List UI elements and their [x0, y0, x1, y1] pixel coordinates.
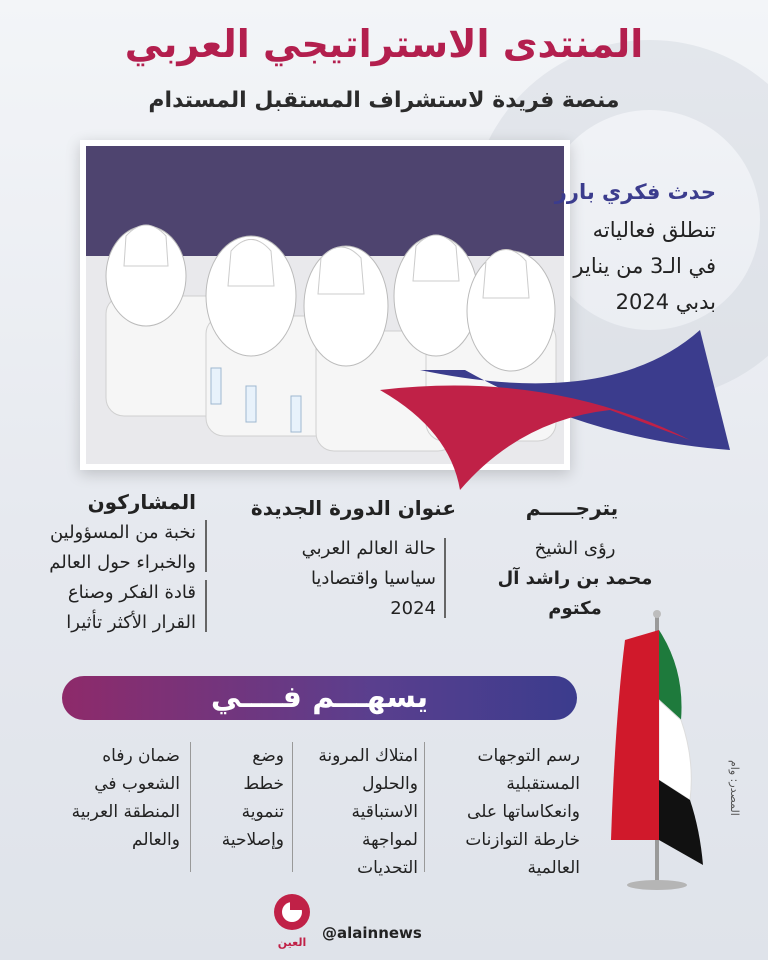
goal-text: وإصلاحية — [221, 830, 284, 850]
session-text: حالة العالم العربي — [301, 538, 436, 559]
contributes-banner: يسهـــم فــــي — [62, 676, 577, 720]
event-line: في الـ3 من يناير — [573, 254, 716, 278]
chair-column — [480, 496, 664, 520]
chair-text: محمد بن راشد آل مكتوم — [497, 568, 653, 619]
participants-group-1 — [20, 518, 196, 578]
event-heading: حدث فكري بارز — [554, 180, 716, 204]
goal-3 — [200, 742, 284, 854]
event-info — [516, 180, 716, 320]
goal-text: تنموية — [241, 802, 284, 822]
goal-text: لمواجهة — [362, 830, 418, 850]
goal-text: ضمان رفاه — [102, 746, 180, 766]
goal-text: خطط — [243, 774, 284, 794]
chair-heading: يترجـــــم — [525, 496, 619, 520]
social-handle[interactable]: @alainnews — [322, 924, 422, 942]
goal-1 — [430, 742, 580, 882]
goal-divider — [292, 742, 293, 872]
goal-text: الاستباقية — [351, 802, 418, 822]
goal-text: والعالم — [132, 830, 180, 850]
event-line: تنطلق فعالياته — [592, 218, 716, 242]
session-text: 2024 — [390, 598, 436, 619]
goal-text: خارطة التوازنات — [465, 830, 580, 850]
chair-text: رؤى الشيخ — [534, 538, 616, 559]
session-heading: عنوان الدورة الجديدة — [250, 496, 456, 520]
divider — [205, 580, 207, 632]
goal-text: المستقبلية — [506, 774, 580, 794]
participants-text: نخبة من المسؤولين — [49, 522, 196, 543]
uae-flag-icon — [605, 610, 715, 895]
logo-text: العين — [277, 936, 307, 949]
participants-text: والخبراء حول العالم — [49, 552, 196, 573]
goal-divider — [424, 742, 425, 872]
decorative-arrow — [380, 330, 768, 500]
goal-text: العالمية — [527, 858, 580, 878]
goal-text: رسم التوجهات — [477, 746, 580, 766]
goal-divider — [190, 742, 191, 872]
event-line: بدبي 2024 — [615, 290, 716, 314]
goal-text: التحديات — [357, 858, 418, 878]
goal-text: وضع — [252, 746, 284, 766]
source-credit: المصدر: وام — [728, 760, 741, 816]
session-text-block — [240, 534, 436, 624]
goal-2 — [300, 742, 418, 882]
participants-heading: المشاركون — [87, 490, 196, 514]
participants-text: قادة الفكر وصناع — [67, 582, 196, 603]
participants-group-2 — [20, 578, 196, 638]
session-text: سياسيا واقتصاديا — [310, 568, 436, 589]
goal-text: المنطقة العربية — [71, 802, 180, 822]
participants-column — [60, 490, 196, 514]
divider — [444, 538, 446, 618]
goal-text: الشعوب في — [94, 774, 180, 794]
goal-text: وانعكاساتها على — [467, 802, 580, 822]
session-column — [240, 496, 456, 520]
goal-text: امتلاك المرونة — [318, 746, 418, 766]
page-title: المنتدى الاستراتيجي العربي — [124, 22, 644, 66]
participants-text: القرار الأكثر تأثيرا — [66, 612, 196, 633]
goal-text: والحلول — [362, 774, 418, 794]
goal-4 — [40, 742, 180, 854]
divider — [205, 520, 207, 572]
page-subtitle: منصة فريدة لاستشراف المستقبل المستدام — [148, 88, 620, 113]
